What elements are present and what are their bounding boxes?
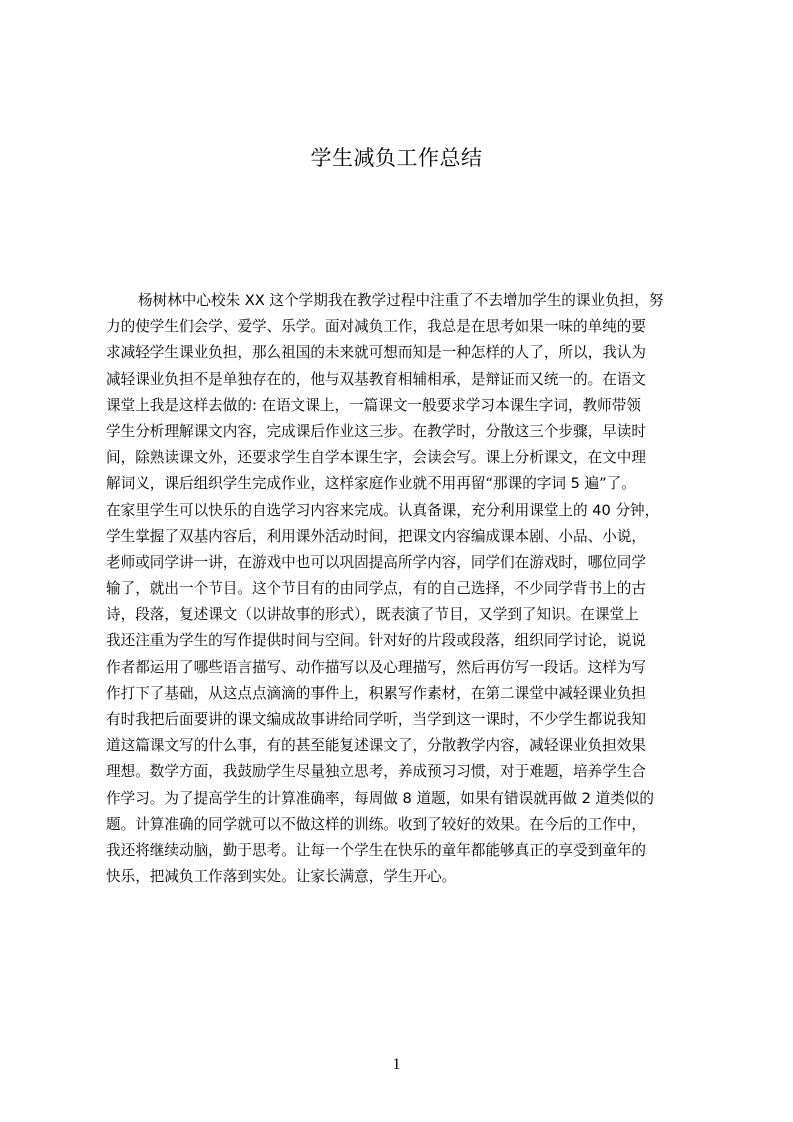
paragraph-line: 我还注重为学生的写作提供时间与空间。针对好的片段或段落，组织同学讨论，说说 bbox=[106, 632, 646, 650]
paragraph-line: 作学习。为了提高学生的计算准确率，每周做 8 道题，如果有错误就再做 2 道类似的 bbox=[106, 789, 654, 807]
paragraph-line: 力的使学生们会学、爱学、乐学。面对减负工作，我总是在思考如果一味的单纯的要 bbox=[106, 318, 646, 336]
paragraph-line: 间，除熟读课文外，还要求学生自学本课生字，会读会写。课上分析课文，在文中理 bbox=[106, 449, 646, 467]
paragraph-line: 作者都运用了哪些语言描写、动作描写以及心理描写，然后再仿写一段话。这样为写 bbox=[106, 658, 646, 676]
paragraph-line: 我还将继续动脑，勤于思考。让每一个学生在快乐的童年都能够真正的享受到童年的 bbox=[106, 841, 646, 859]
paragraph-line: 输了，就出一个节目。这个节目有的由同学点，有的自己选择，不少同学背书上的古 bbox=[106, 580, 646, 598]
paragraph-line: 解词义，课后组织学生完成作业，这样家庭作业就不用再留“那课的字词 5 遍”了。 bbox=[106, 475, 636, 493]
paragraph-line: 课堂上我是这样去做的: 在语文课上，一篇课文一般要求学习本课生字词，教师带领 bbox=[106, 396, 641, 414]
paragraph-line: 杨树林中心校朱 XX 这个学期我在教学过程中注重了不去增加学生的课业负担，努 bbox=[138, 292, 664, 309]
paragraph-line: 有时我把后面要讲的课文编成故事讲给同学听，当学到这一课时，不少学生都说我知 bbox=[106, 711, 646, 728]
paragraph-line: 老师或同学讲一讲，在游戏中也可以巩固提高所学内容，同学们在游戏时，哪位同学 bbox=[106, 553, 646, 571]
paragraph-line: 求减轻学生课业负担，那么祖国的未来就可想而知是一种怎样的人了，所以，我认为 bbox=[106, 344, 646, 362]
paragraph-line: 学生掌握了双基内容后，利用课外活动时间，把课文内容编成课本剧、小品、小说， bbox=[106, 527, 646, 545]
paragraph-line: 题。计算准确的同学就可以不做这样的训练。收到了较好的效果。在今后的工作中， bbox=[106, 815, 646, 833]
paragraph-line: 在家里学生可以快乐的自选学习内容来完成。认真备课，充分利用课堂上的 40 分钟， bbox=[106, 501, 660, 519]
paragraph-line: 快乐，把减负工作落到实处。让家长满意，学生开心。 bbox=[106, 868, 457, 886]
paragraph-line: 理想。数学方面，我鼓励学生尽量独立思考，养成预习习惯，对于难题，培养学生合 bbox=[106, 763, 646, 781]
paragraph-line: 道这篇课文写的什么事，有的甚至能复述课文了，分散教学内容，减轻课业负担效果 bbox=[106, 737, 646, 755]
document-body bbox=[106, 288, 702, 890]
paragraph-line: 作打下了基础，从这点点滴滴的事件上，积累写作素材，在第二课堂中减轻课业负担 bbox=[106, 684, 646, 702]
document-title: 学生减负工作总结 bbox=[310, 146, 483, 170]
page-number: 1 bbox=[392, 1056, 401, 1073]
paragraph-line: 学生分析理解课文内容，完成课后作业这三步。在教学时，分散这三个步骤，早读时 bbox=[106, 422, 646, 440]
paragraph-line: 诗，段落，复述课文（以讲故事的形式），既表演了节目，又学到了知识。在课堂上 bbox=[106, 606, 639, 624]
paragraph-line: 减轻课业负担不是单独存在的，他与双基教育相辅相承，是辩证而又统一的。在语文 bbox=[106, 370, 646, 388]
